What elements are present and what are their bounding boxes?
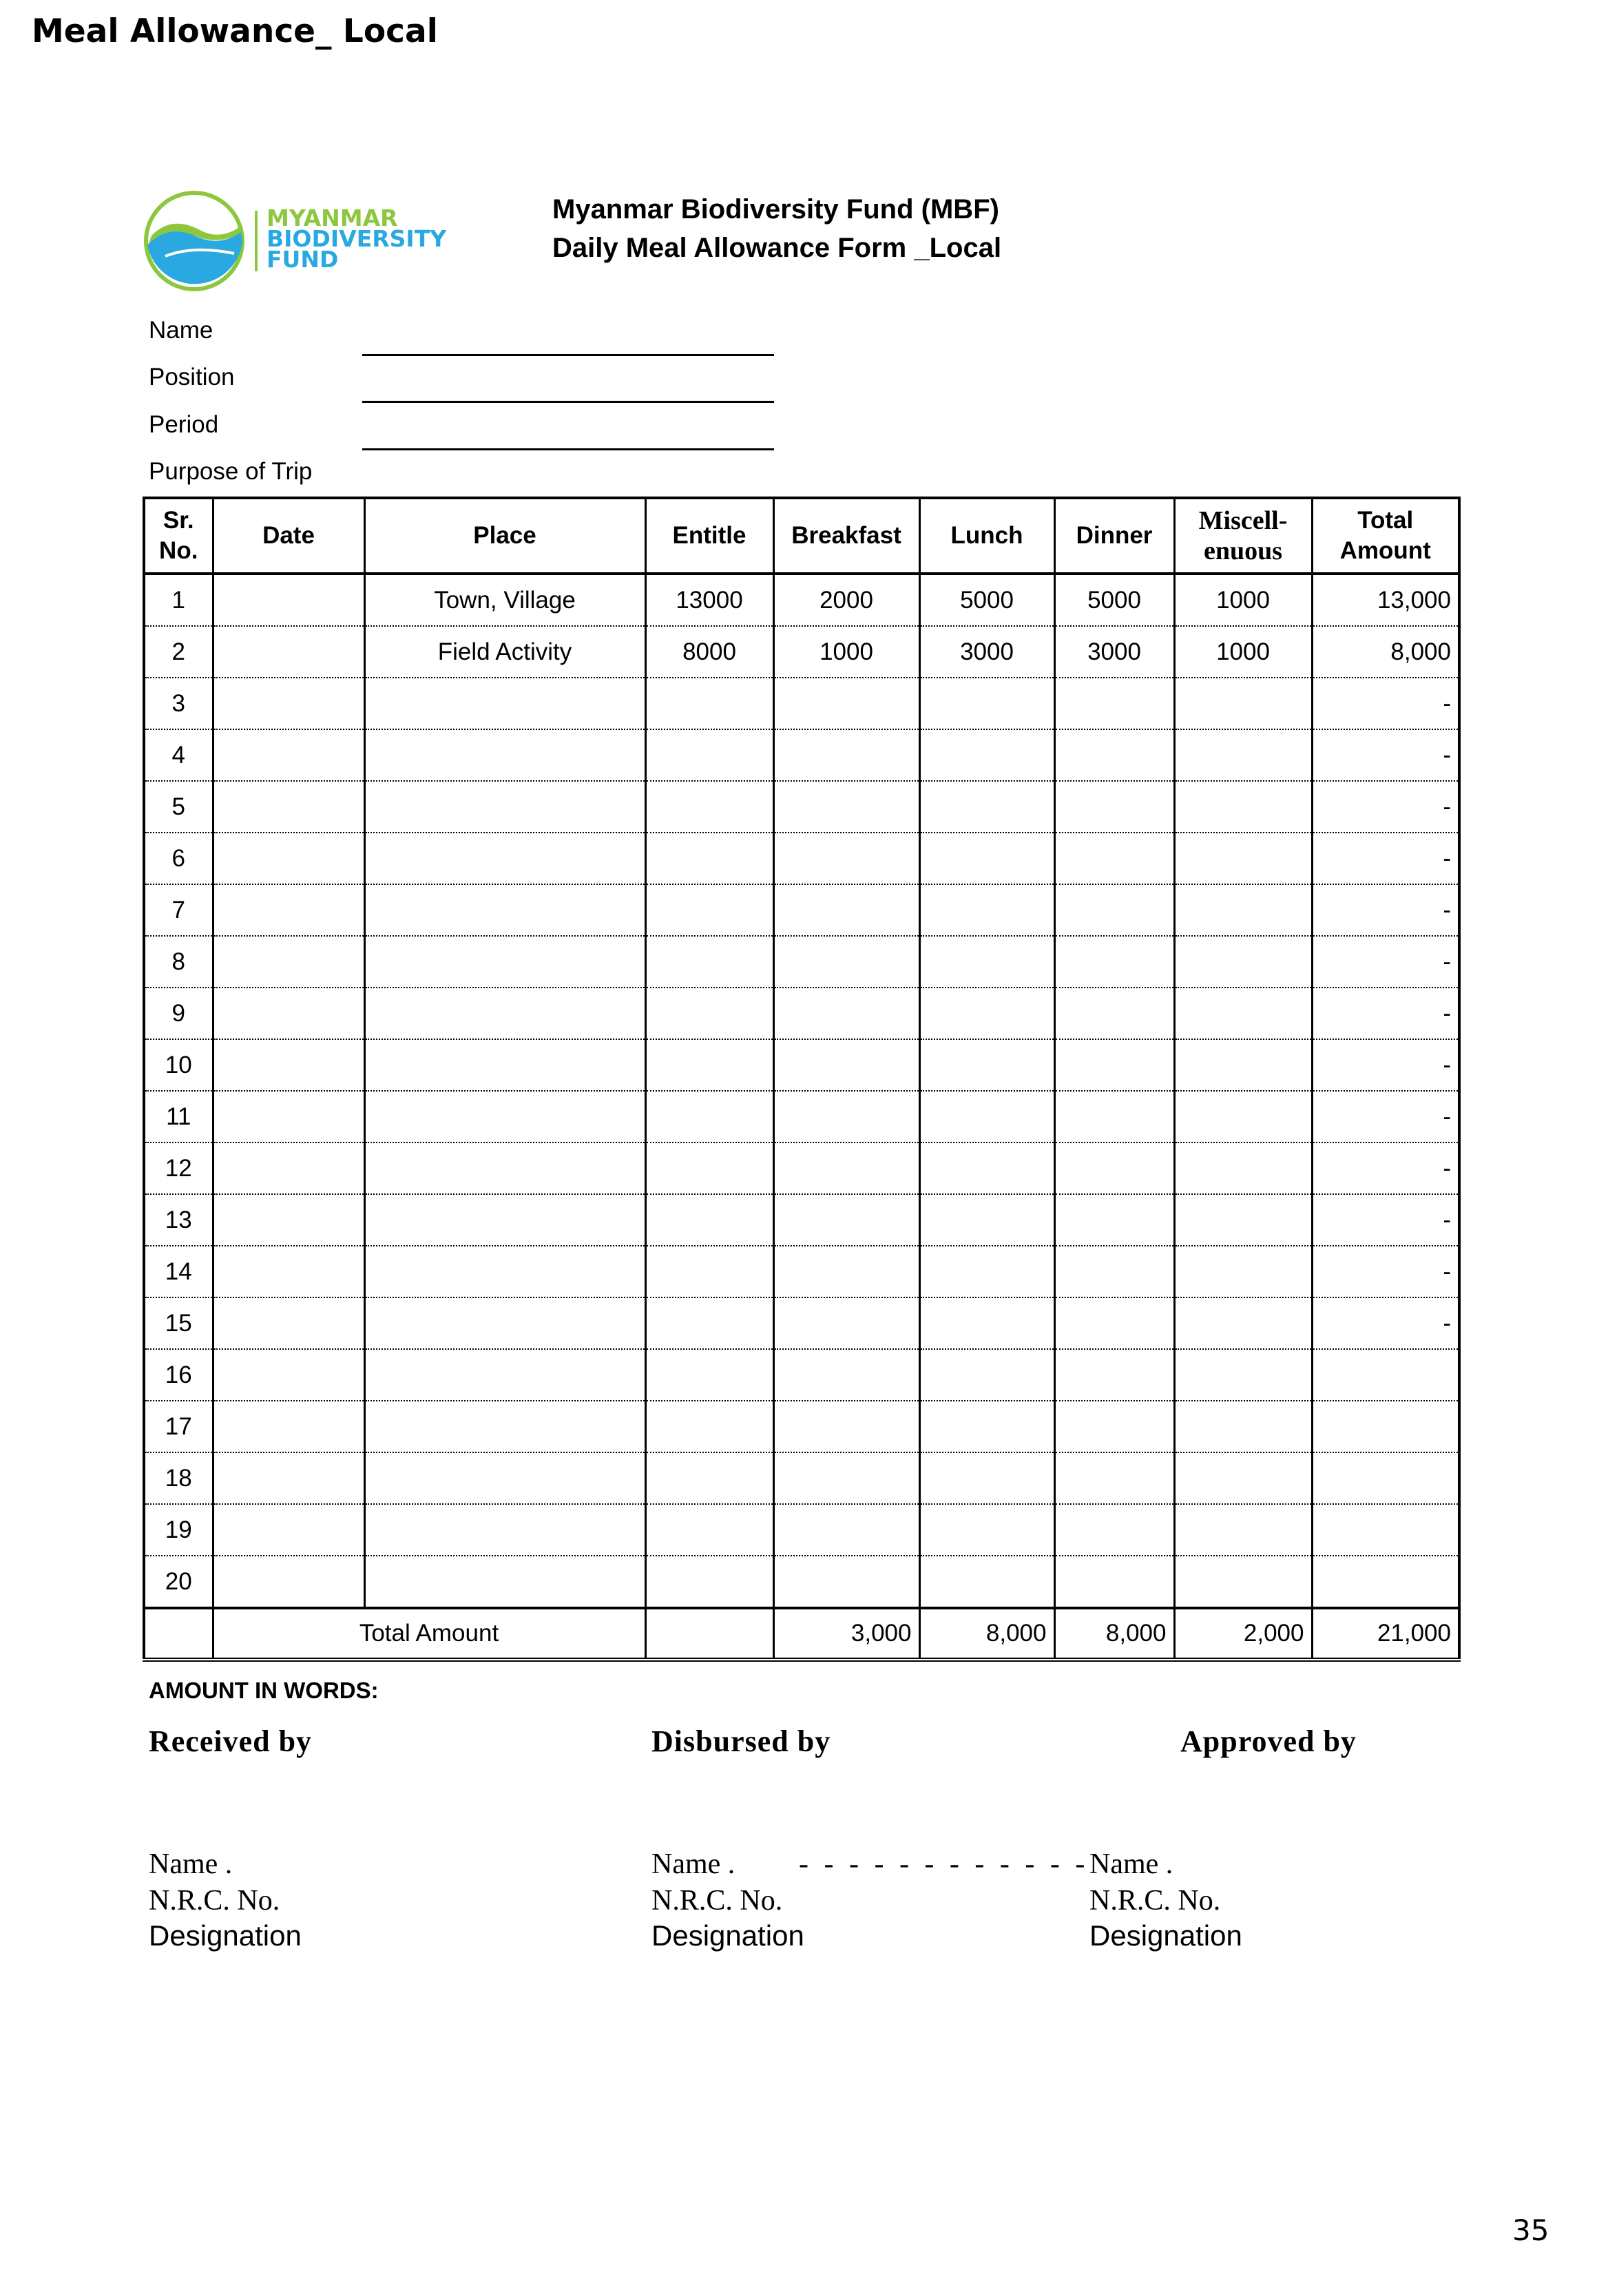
table-row [144, 1349, 1459, 1401]
table-row [144, 936, 1459, 988]
cell-lunch[interactable] [919, 833, 1054, 884]
cell-entitle[interactable] [645, 1504, 773, 1556]
period-field[interactable] [362, 448, 774, 450]
table-row [144, 884, 1459, 936]
cell-sr-no: 4 [144, 729, 213, 781]
cell-total[interactable]: - [1312, 1039, 1459, 1091]
header-lunch: Lunch [919, 498, 1054, 574]
cell-dinner[interactable] [1054, 1246, 1174, 1297]
meal-allowance-table [143, 497, 1461, 1662]
cell-entitle[interactable] [645, 884, 773, 936]
cell-misc[interactable] [1174, 1401, 1312, 1452]
cell-total[interactable]: - [1312, 729, 1459, 781]
table-row [144, 781, 1459, 833]
cell-total[interactable]: - [1312, 884, 1459, 936]
mbf-logo [138, 187, 482, 298]
cell-entitle[interactable] [645, 781, 773, 833]
cell-misc[interactable] [1174, 1091, 1312, 1142]
cell-place[interactable] [364, 1349, 645, 1401]
cell-sr-no: 13 [144, 1194, 213, 1246]
cell-date[interactable] [213, 936, 364, 988]
cell-sr-no: 16 [144, 1349, 213, 1401]
cell-date[interactable] [213, 1297, 364, 1349]
cell-sr-no: 12 [144, 1142, 213, 1194]
cell-entitle[interactable] [645, 988, 773, 1039]
cell-dinner[interactable] [1054, 1556, 1174, 1608]
approved-nrc-label: N.R.C. No. [1089, 1885, 1221, 1917]
cell-total[interactable]: - [1312, 1142, 1459, 1194]
cell-sr-no: 5 [144, 781, 213, 833]
cell-total[interactable] [1312, 1556, 1459, 1608]
total-grand: 21,000 [1312, 1608, 1459, 1660]
received-nrc-label: N.R.C. No. [149, 1885, 280, 1917]
cell-entitle[interactable] [645, 1401, 773, 1452]
cell-total[interactable]: - [1312, 781, 1459, 833]
total-row-blank [144, 1608, 213, 1660]
cell-lunch[interactable] [919, 1452, 1054, 1504]
cell-total[interactable] [1312, 1349, 1459, 1401]
cell-entitle[interactable]: 13000 [645, 574, 773, 626]
cell-misc[interactable]: 1000 [1174, 574, 1312, 626]
cell-dinner[interactable] [1054, 1504, 1174, 1556]
cell-lunch[interactable] [919, 1349, 1054, 1401]
logo-emblem-icon [138, 187, 255, 298]
cell-lunch[interactable] [919, 1142, 1054, 1194]
cell-sr-no: 8 [144, 936, 213, 988]
logo-line-fund: FUND [267, 246, 339, 273]
cell-dinner[interactable] [1054, 988, 1174, 1039]
disbursed-name-label: Name . [651, 1848, 735, 1880]
cell-total[interactable] [1312, 1504, 1459, 1556]
cell-breakfast[interactable] [773, 1504, 919, 1556]
cell-entitle[interactable] [645, 833, 773, 884]
cell-misc[interactable] [1174, 884, 1312, 936]
cell-sr-no: 15 [144, 1297, 213, 1349]
header-breakfast: Breakfast [773, 498, 919, 574]
cell-breakfast[interactable] [773, 1556, 919, 1608]
cell-misc[interactable] [1174, 1297, 1312, 1349]
page-heading: Meal Allowance_ Local [32, 12, 438, 50]
form-title-type: Daily Meal Allowance Form _Local [552, 233, 1002, 263]
cell-place[interactable] [364, 1246, 645, 1297]
cell-sr-no: 6 [144, 833, 213, 884]
cell-date[interactable] [213, 678, 364, 729]
position-label: Position [149, 364, 235, 390]
cell-total[interactable] [1312, 1452, 1459, 1504]
cell-place[interactable] [364, 781, 645, 833]
cell-entitle[interactable] [645, 1039, 773, 1091]
cell-total[interactable]: 13,000 [1312, 574, 1459, 626]
cell-date[interactable] [213, 1246, 364, 1297]
cell-entitle[interactable] [645, 1556, 773, 1608]
cell-total[interactable]: - [1312, 1246, 1459, 1297]
logo-line-biodiversity: BIODIVERSITY [267, 225, 447, 252]
cell-sr-no: 10 [144, 1039, 213, 1091]
total-entitle [645, 1608, 773, 1660]
cell-date[interactable] [213, 1556, 364, 1608]
cell-breakfast[interactable] [773, 833, 919, 884]
cell-misc[interactable] [1174, 1349, 1312, 1401]
cell-lunch[interactable] [919, 988, 1054, 1039]
cell-lunch[interactable]: 3000 [919, 626, 1054, 678]
received-designation-label: Designation [149, 1919, 302, 1952]
total-row-label: Total Amount [213, 1608, 645, 1660]
table-row [144, 833, 1459, 884]
header-entitle: Entitle [645, 498, 773, 574]
cell-breakfast[interactable] [773, 1452, 919, 1504]
cell-sr-no: 14 [144, 1246, 213, 1297]
cell-misc[interactable] [1174, 781, 1312, 833]
cell-misc[interactable] [1174, 1039, 1312, 1091]
cell-date[interactable] [213, 1504, 364, 1556]
cell-total[interactable]: - [1312, 1091, 1459, 1142]
cell-dinner[interactable] [1054, 781, 1174, 833]
position-field[interactable] [362, 401, 774, 403]
cell-dinner[interactable] [1054, 678, 1174, 729]
cell-sr-no: 17 [144, 1401, 213, 1452]
cell-dinner[interactable] [1054, 1142, 1174, 1194]
cell-date[interactable] [213, 833, 364, 884]
cell-misc[interactable] [1174, 988, 1312, 1039]
cell-breakfast[interactable] [773, 936, 919, 988]
table-row [144, 678, 1459, 729]
cell-date[interactable] [213, 1349, 364, 1401]
cell-total[interactable]: - [1312, 833, 1459, 884]
cell-misc[interactable] [1174, 678, 1312, 729]
cell-sr-no: 20 [144, 1556, 213, 1608]
cell-date[interactable] [213, 729, 364, 781]
table-row [144, 1504, 1459, 1556]
header-sr-no: Sr. No. [144, 498, 213, 574]
cell-place[interactable] [364, 1504, 645, 1556]
cell-breakfast[interactable] [773, 884, 919, 936]
cell-dinner[interactable] [1054, 1349, 1174, 1401]
cell-sr-no: 2 [144, 626, 213, 678]
table-header-row [144, 498, 1459, 574]
cell-place[interactable] [364, 1401, 645, 1452]
cell-entitle[interactable]: 8000 [645, 626, 773, 678]
table-row [144, 1246, 1459, 1297]
cell-date[interactable] [213, 1452, 364, 1504]
table-row [144, 1091, 1459, 1142]
cell-misc[interactable] [1174, 729, 1312, 781]
cell-dinner[interactable] [1054, 1091, 1174, 1142]
cell-total[interactable]: - [1312, 936, 1459, 988]
cell-sr-no: 18 [144, 1452, 213, 1504]
cell-entitle[interactable] [645, 729, 773, 781]
cell-place[interactable] [364, 1194, 645, 1246]
cell-misc[interactable] [1174, 1452, 1312, 1504]
total-dinner: 8,000 [1054, 1608, 1174, 1660]
cell-dinner[interactable] [1054, 1401, 1174, 1452]
cell-entitle[interactable] [645, 1297, 773, 1349]
total-breakfast: 3,000 [773, 1608, 919, 1660]
cell-breakfast[interactable] [773, 678, 919, 729]
cell-sr-no: 9 [144, 988, 213, 1039]
cell-date[interactable] [213, 574, 364, 626]
cell-place[interactable] [364, 1091, 645, 1142]
approved-designation-label: Designation [1089, 1919, 1242, 1952]
table-row [144, 1556, 1459, 1608]
cell-place[interactable] [364, 1039, 645, 1091]
cell-place[interactable] [364, 988, 645, 1039]
cell-date[interactable] [213, 988, 364, 1039]
cell-lunch[interactable] [919, 1401, 1054, 1452]
header-dinner: Dinner [1054, 498, 1174, 574]
cell-breakfast[interactable] [773, 988, 919, 1039]
cell-total[interactable]: - [1312, 1297, 1459, 1349]
form-title-org: Myanmar Biodiversity Fund (MBF) [552, 194, 999, 225]
cell-breakfast[interactable] [773, 1091, 919, 1142]
cell-date[interactable] [213, 1194, 364, 1246]
cell-dinner[interactable] [1054, 936, 1174, 988]
cell-dinner[interactable]: 3000 [1054, 626, 1174, 678]
cell-date[interactable] [213, 626, 364, 678]
cell-place[interactable]: Field Activity [364, 626, 645, 678]
name-field[interactable] [362, 354, 774, 356]
logo-line-myanmar: MYANMAR [267, 205, 398, 231]
cell-date[interactable] [213, 1091, 364, 1142]
purpose-label: Purpose of Trip [149, 458, 313, 485]
page-number: 35 [1512, 2213, 1549, 2247]
cell-dinner[interactable]: 5000 [1054, 574, 1174, 626]
cell-dinner[interactable] [1054, 729, 1174, 781]
cell-breakfast[interactable] [773, 1401, 919, 1452]
cell-sr-no: 11 [144, 1091, 213, 1142]
header-place: Place [364, 498, 645, 574]
table-row [144, 1142, 1459, 1194]
cell-date[interactable] [213, 1039, 364, 1091]
cell-date[interactable] [213, 781, 364, 833]
cell-place[interactable] [364, 678, 645, 729]
cell-misc[interactable] [1174, 1142, 1312, 1194]
cell-total[interactable]: - [1312, 988, 1459, 1039]
cell-total[interactable] [1312, 1401, 1459, 1452]
cell-place[interactable] [364, 936, 645, 988]
cell-place[interactable] [364, 833, 645, 884]
cell-lunch[interactable] [919, 1297, 1054, 1349]
period-label: Period [149, 411, 219, 438]
cell-lunch[interactable] [919, 1246, 1054, 1297]
header-total-amount: Total Amount [1312, 498, 1459, 574]
table-row [144, 626, 1459, 678]
cell-date[interactable] [213, 1142, 364, 1194]
cell-misc[interactable] [1174, 833, 1312, 884]
total-lunch: 8,000 [919, 1608, 1054, 1660]
logo-wordmark [267, 205, 447, 273]
table-row [144, 1297, 1459, 1349]
cell-breakfast[interactable] [773, 1142, 919, 1194]
cell-breakfast[interactable] [773, 1039, 919, 1091]
cell-place[interactable] [364, 1142, 645, 1194]
cell-place[interactable] [364, 884, 645, 936]
cell-place[interactable]: Town, Village [364, 574, 645, 626]
cell-entitle[interactable] [645, 678, 773, 729]
cell-sr-no: 3 [144, 678, 213, 729]
disbursed-designation-label: Designation [651, 1919, 804, 1952]
cell-lunch[interactable] [919, 1504, 1054, 1556]
cell-misc[interactable] [1174, 936, 1312, 988]
table-row [144, 729, 1459, 781]
name-label: Name [149, 317, 213, 344]
cell-entitle[interactable] [645, 1142, 773, 1194]
cell-breakfast[interactable] [773, 1349, 919, 1401]
cell-place[interactable] [364, 729, 645, 781]
cell-lunch[interactable] [919, 781, 1054, 833]
approved-by-title: Approved by [1180, 1724, 1357, 1758]
cell-lunch[interactable] [919, 1194, 1054, 1246]
cell-entitle[interactable] [645, 1452, 773, 1504]
cell-misc[interactable] [1174, 1556, 1312, 1608]
cell-total[interactable]: 8,000 [1312, 626, 1459, 678]
disbursed-by-title: Disbursed by [651, 1724, 831, 1758]
table-row [144, 988, 1459, 1039]
cell-lunch[interactable] [919, 1556, 1054, 1608]
cell-lunch[interactable] [919, 678, 1054, 729]
cell-dinner[interactable] [1054, 884, 1174, 936]
cell-misc[interactable]: 1000 [1174, 626, 1312, 678]
cell-dinner[interactable] [1054, 1297, 1174, 1349]
received-by-title: Received by [149, 1724, 313, 1758]
cell-entitle[interactable] [645, 1349, 773, 1401]
cell-misc[interactable] [1174, 1504, 1312, 1556]
cell-misc[interactable] [1174, 1194, 1312, 1246]
cell-breakfast[interactable] [773, 1297, 919, 1349]
cell-breakfast[interactable] [773, 729, 919, 781]
cell-sr-no: 7 [144, 884, 213, 936]
table-row [144, 574, 1459, 626]
cell-entitle[interactable] [645, 1091, 773, 1142]
cell-breakfast[interactable]: 2000 [773, 574, 919, 626]
cell-dinner[interactable] [1054, 1194, 1174, 1246]
amount-in-words-label: AMOUNT IN WORDS: [149, 1678, 379, 1703]
cell-lunch[interactable] [919, 936, 1054, 988]
form-title [552, 190, 1001, 267]
cell-misc[interactable] [1174, 1246, 1312, 1297]
cell-entitle[interactable] [645, 1194, 773, 1246]
table-row [144, 1401, 1459, 1452]
cell-breakfast[interactable] [773, 1246, 919, 1297]
total-misc: 2,000 [1174, 1608, 1312, 1660]
cell-date[interactable] [213, 1401, 364, 1452]
header-date: Date [213, 498, 364, 574]
cell-lunch[interactable]: 5000 [919, 574, 1054, 626]
cell-lunch[interactable] [919, 729, 1054, 781]
cell-breakfast[interactable] [773, 781, 919, 833]
header-miscellaneous: Miscell- enuous [1174, 498, 1312, 574]
cell-place[interactable] [364, 1297, 645, 1349]
logo-divider [255, 211, 258, 271]
disbursed-name-dashes: - - - - - - - - - - - - [799, 1848, 1089, 1880]
disbursed-nrc-label: N.R.C. No. [651, 1885, 783, 1917]
approved-name-label: Name . [1089, 1848, 1173, 1880]
total-row [144, 1608, 1459, 1660]
cell-date[interactable] [213, 884, 364, 936]
cell-lunch[interactable] [919, 884, 1054, 936]
cell-total[interactable]: - [1312, 678, 1459, 729]
table-row [144, 1194, 1459, 1246]
table-row [144, 1452, 1459, 1504]
cell-dinner[interactable] [1054, 833, 1174, 884]
table-row [144, 1039, 1459, 1091]
cell-sr-no: 1 [144, 574, 213, 626]
cell-place[interactable] [364, 1452, 645, 1504]
cell-entitle[interactable] [645, 1246, 773, 1297]
cell-lunch[interactable] [919, 1091, 1054, 1142]
cell-breakfast[interactable]: 1000 [773, 626, 919, 678]
cell-total[interactable]: - [1312, 1194, 1459, 1246]
received-name-label: Name . [149, 1848, 233, 1880]
cell-entitle[interactable] [645, 936, 773, 988]
cell-dinner[interactable] [1054, 1039, 1174, 1091]
cell-place[interactable] [364, 1556, 645, 1608]
cell-breakfast[interactable] [773, 1194, 919, 1246]
cell-dinner[interactable] [1054, 1452, 1174, 1504]
cell-lunch[interactable] [919, 1039, 1054, 1091]
cell-sr-no: 19 [144, 1504, 213, 1556]
